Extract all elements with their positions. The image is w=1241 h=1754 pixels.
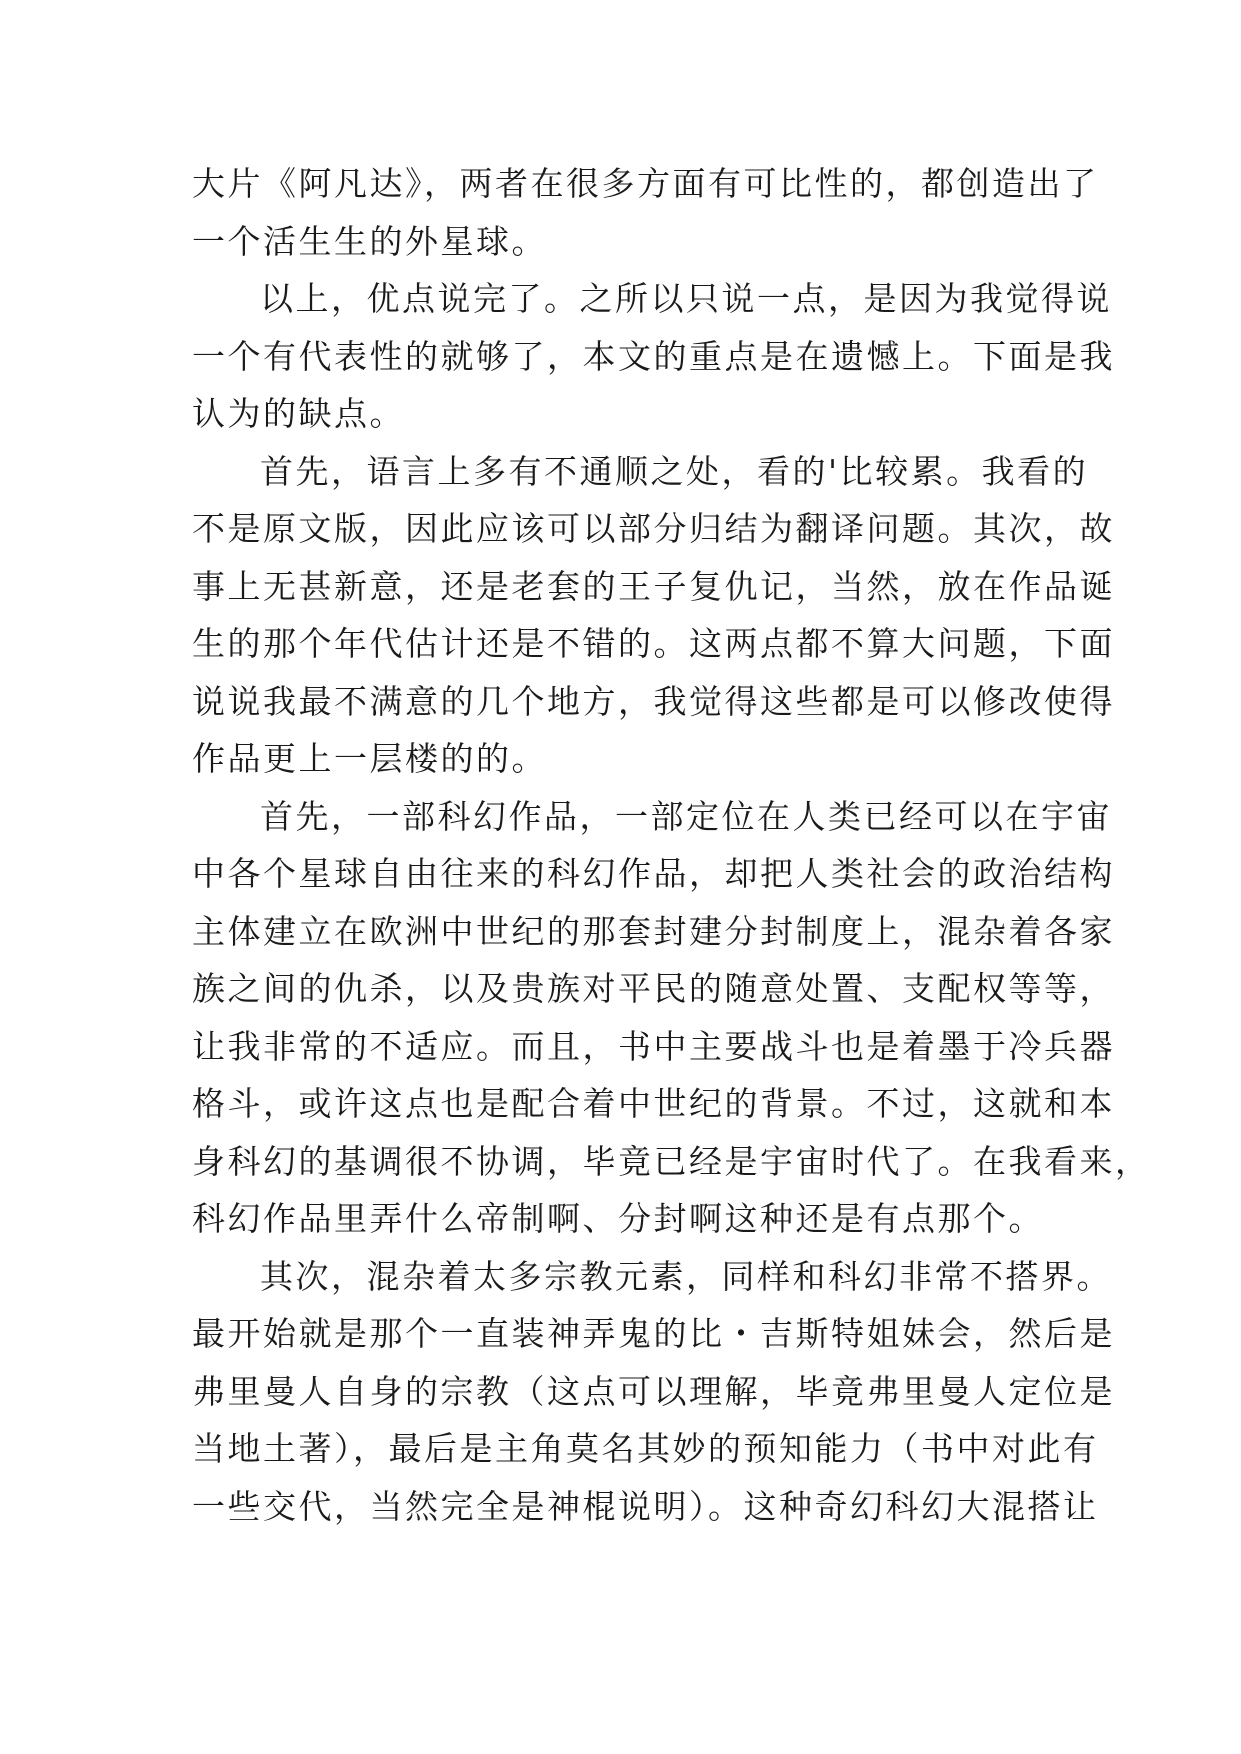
text-line: 弗里曼人自身的宗教（这点可以理解，毕竟弗里曼人定位是 bbox=[192, 1371, 1115, 1411]
text-line: 族之间的仇杀，以及贵族对平民的随意处置、支配权等等， bbox=[192, 969, 1115, 1008]
text-line: 作品更上一层楼的的。 bbox=[192, 739, 547, 778]
text-line: 身科幻的基调很不协调，毕竟已经是宇宙时代了。在我看来， bbox=[192, 1141, 1151, 1181]
text-line: 中各个星球自由往来的科幻作品，却把人类社会的政治结构 bbox=[192, 854, 1115, 893]
text-line: 说说我最不满意的几个地方，我觉得这些都是可以修改使得 bbox=[192, 681, 1115, 721]
paragraph-start-line: 首先，语言上多有不通顺之处，看的'比较累。我看的 bbox=[260, 451, 1089, 491]
paragraph-start-line: 其次，混杂着太多宗教元素，同样和科幻非常不搭界。 bbox=[260, 1256, 1112, 1296]
text-line: 格斗，或许这点也是配合着中世纪的背景。不过，这就和本 bbox=[192, 1084, 1115, 1123]
text-line: 当地土著），最后是主角莫名其妙的预知能力（书中对此有 bbox=[192, 1429, 1099, 1468]
body-text bbox=[192, 155, 1151, 1535]
text-line: 最开始就是那个一直装神弄鬼的比・吉斯特姐妹会，然后是 bbox=[192, 1314, 1115, 1353]
text-line: 不是原文版，因此应该可以部分归结为翻译问题。其次，故 bbox=[192, 509, 1115, 548]
text-line: 一个有代表性的就够了，本文的重点是在遗憾上。下面是我 bbox=[192, 336, 1115, 376]
text-line: 让我非常的不适应。而且，书中主要战斗也是着墨于冷兵器 bbox=[192, 1026, 1115, 1066]
paragraph-start-line: 以上，优点说完了。之所以只说一点，是因为我觉得说 bbox=[260, 279, 1112, 318]
text-line: 认为的缺点。 bbox=[192, 394, 405, 433]
text-line: 大片《阿凡达》，两者在很多方面有可比性的，都创造出了 bbox=[192, 164, 1099, 203]
text-line: 一个活生生的外星球。 bbox=[192, 221, 547, 261]
text-line: 主体建立在欧洲中世纪的那套封建分封制度上，混杂着各家 bbox=[192, 911, 1115, 951]
text-line: 科幻作品里弄什么帝制啊、分封啊这种还是有点那个。 bbox=[192, 1199, 1044, 1238]
text-line: 生的那个年代估计还是不错的。这两点都不算大问题，下面 bbox=[192, 624, 1115, 663]
paragraph-start-line: 首先，一部科幻作品，一部定位在人类已经可以在宇宙 bbox=[260, 796, 1112, 836]
text-line: 一些交代，当然完全是神棍说明）。这种奇幻科幻大混搭让 bbox=[192, 1486, 1099, 1526]
text-line: 事上无甚新意，还是老套的王子复仇记，当然，放在作品诞 bbox=[192, 566, 1115, 606]
